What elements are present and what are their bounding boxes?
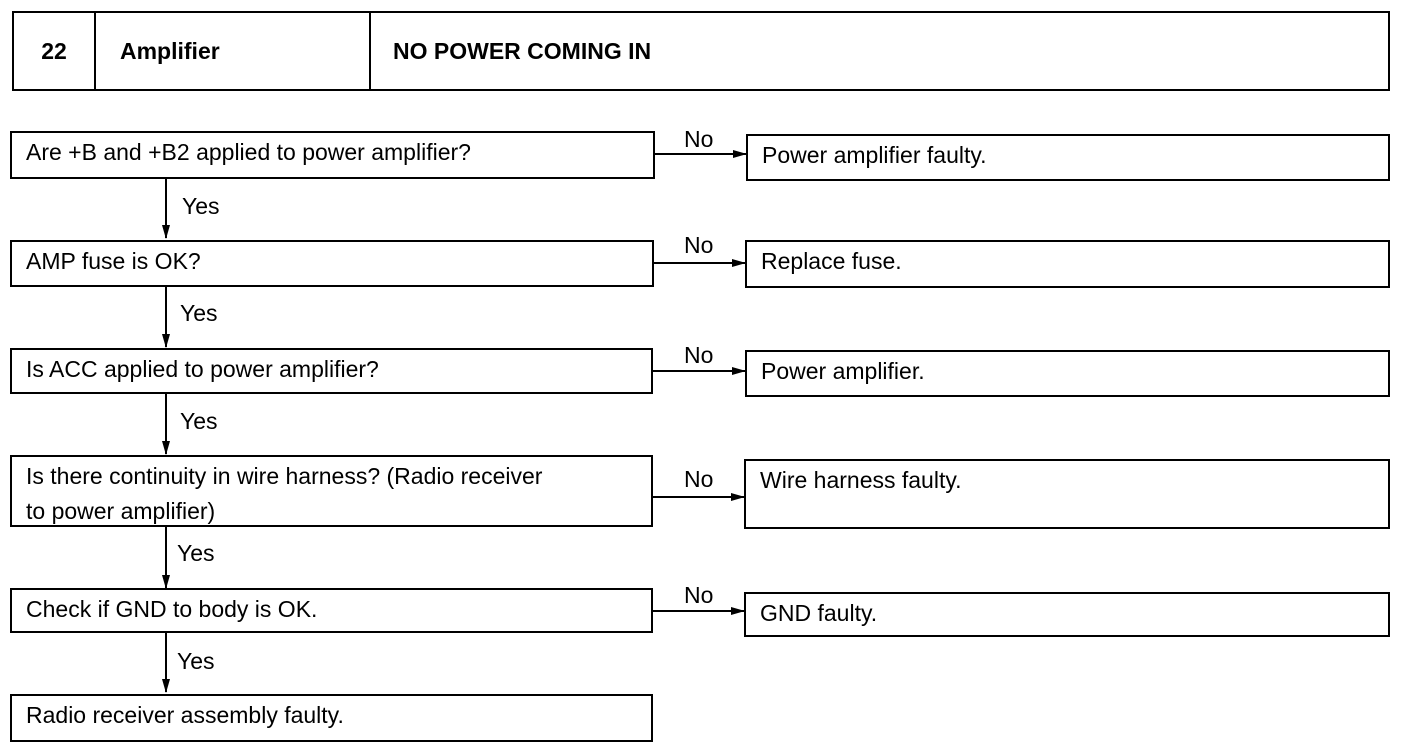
no-label-2: No	[684, 232, 714, 258]
result-text: Replace fuse.	[761, 248, 902, 274]
header-title: NO POWER COMING IN	[393, 37, 652, 64]
result-text: GND faulty.	[760, 600, 878, 626]
result-box-1	[746, 134, 1390, 181]
question-box-5	[10, 588, 653, 633]
question-box-4	[10, 455, 653, 527]
no-label-1: No	[684, 126, 714, 152]
yes-label-3: Yes	[180, 408, 218, 434]
result-box-2	[745, 240, 1390, 288]
question-text-line1: Is there continuity in wire harness? (Radio receiver	[26, 463, 543, 489]
final-result-text: Radio receiver assembly faulty.	[26, 702, 344, 728]
question-text: AMP fuse is OK?	[26, 248, 201, 274]
result-box-5	[744, 592, 1390, 637]
final-result-box	[10, 694, 653, 742]
yes-label-4: Yes	[177, 540, 215, 566]
question-box-3	[10, 348, 653, 394]
question-text-line2: to power amplifier)	[26, 498, 216, 524]
no-label-3: No	[684, 342, 714, 368]
result-box-4	[744, 459, 1390, 529]
result-text: Power amplifier.	[761, 358, 925, 384]
yes-label-2: Yes	[180, 300, 218, 326]
yes-label-1: Yes	[182, 193, 220, 219]
result-text: Wire harness faulty.	[760, 467, 962, 493]
question-text: Is ACC applied to power amplifier?	[26, 356, 379, 382]
question-box-2	[10, 240, 654, 287]
no-label-4: No	[684, 466, 714, 492]
result-text: Power amplifier faulty.	[762, 142, 987, 168]
no-label-5: No	[684, 582, 714, 608]
yes-label-5: Yes	[177, 648, 215, 674]
question-box-1	[10, 131, 655, 179]
question-text: Check if GND to body is OK.	[26, 596, 318, 622]
question-text: Are +B and +B2 applied to power amplifier?	[26, 139, 471, 165]
result-box-3	[745, 350, 1390, 397]
header-number: 22	[14, 13, 96, 89]
header-system: Amplifier	[96, 13, 371, 89]
